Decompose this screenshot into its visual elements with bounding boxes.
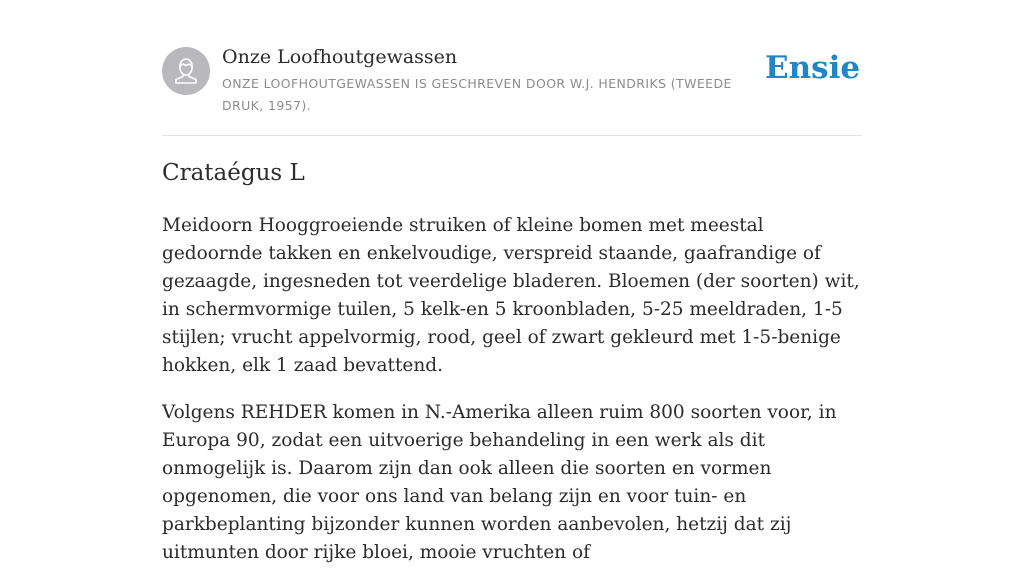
book-title[interactable]: Onze Loofhoutgewassen bbox=[222, 46, 458, 68]
ensie-logo[interactable]: Ensie bbox=[765, 50, 861, 86]
article-paragraph: Volgens REHDER komen in N.-Amerika alleen ruim 800 soorten voor, in Europa 90, zodat een uitvoerige behandeling in een werk als dit onmogelijk is. Daarom zijn dan ook alleen die soorten en vormen opgenomen, die voor ons land van belang zijn en voor tuin- en parkbeplanting bijzonder kunnen worden aanbevolen, hetzij dat zij uitmunten door rijke bloei, mooie vruchten of bbox=[162, 402, 837, 563]
divider bbox=[162, 135, 862, 136]
header bbox=[162, 46, 862, 116]
avatar[interactable] bbox=[162, 47, 210, 95]
book-description: ONZE LOOFHOUTGEWASSEN IS GESCHREVEN DOOR W.J. HENDRIKS (TWEEDE DRUK, 1957). bbox=[222, 76, 732, 113]
article-paragraph: Meidoorn Hooggroeiende struiken of kleine bomen met meestal gedoornde takken en enkelvoudige, verspreid staande, gaafrandige of gezaagde, ingesneden tot veerdelige bladeren. Bloemen (der soorten) wit, in schermvormige tuilen, 5 kelk-en 5 kroonbladen, 5-25 meeldraden, 1-5 stijlen; vrucht appelvormig, rood, geel of zwart gekleurd met 1-5-benige hokken, elk 1 zaad bevattend. bbox=[162, 215, 860, 376]
article-title: Crataégus L bbox=[162, 160, 305, 186]
user-icon bbox=[162, 47, 210, 95]
article-body bbox=[162, 212, 866, 586]
